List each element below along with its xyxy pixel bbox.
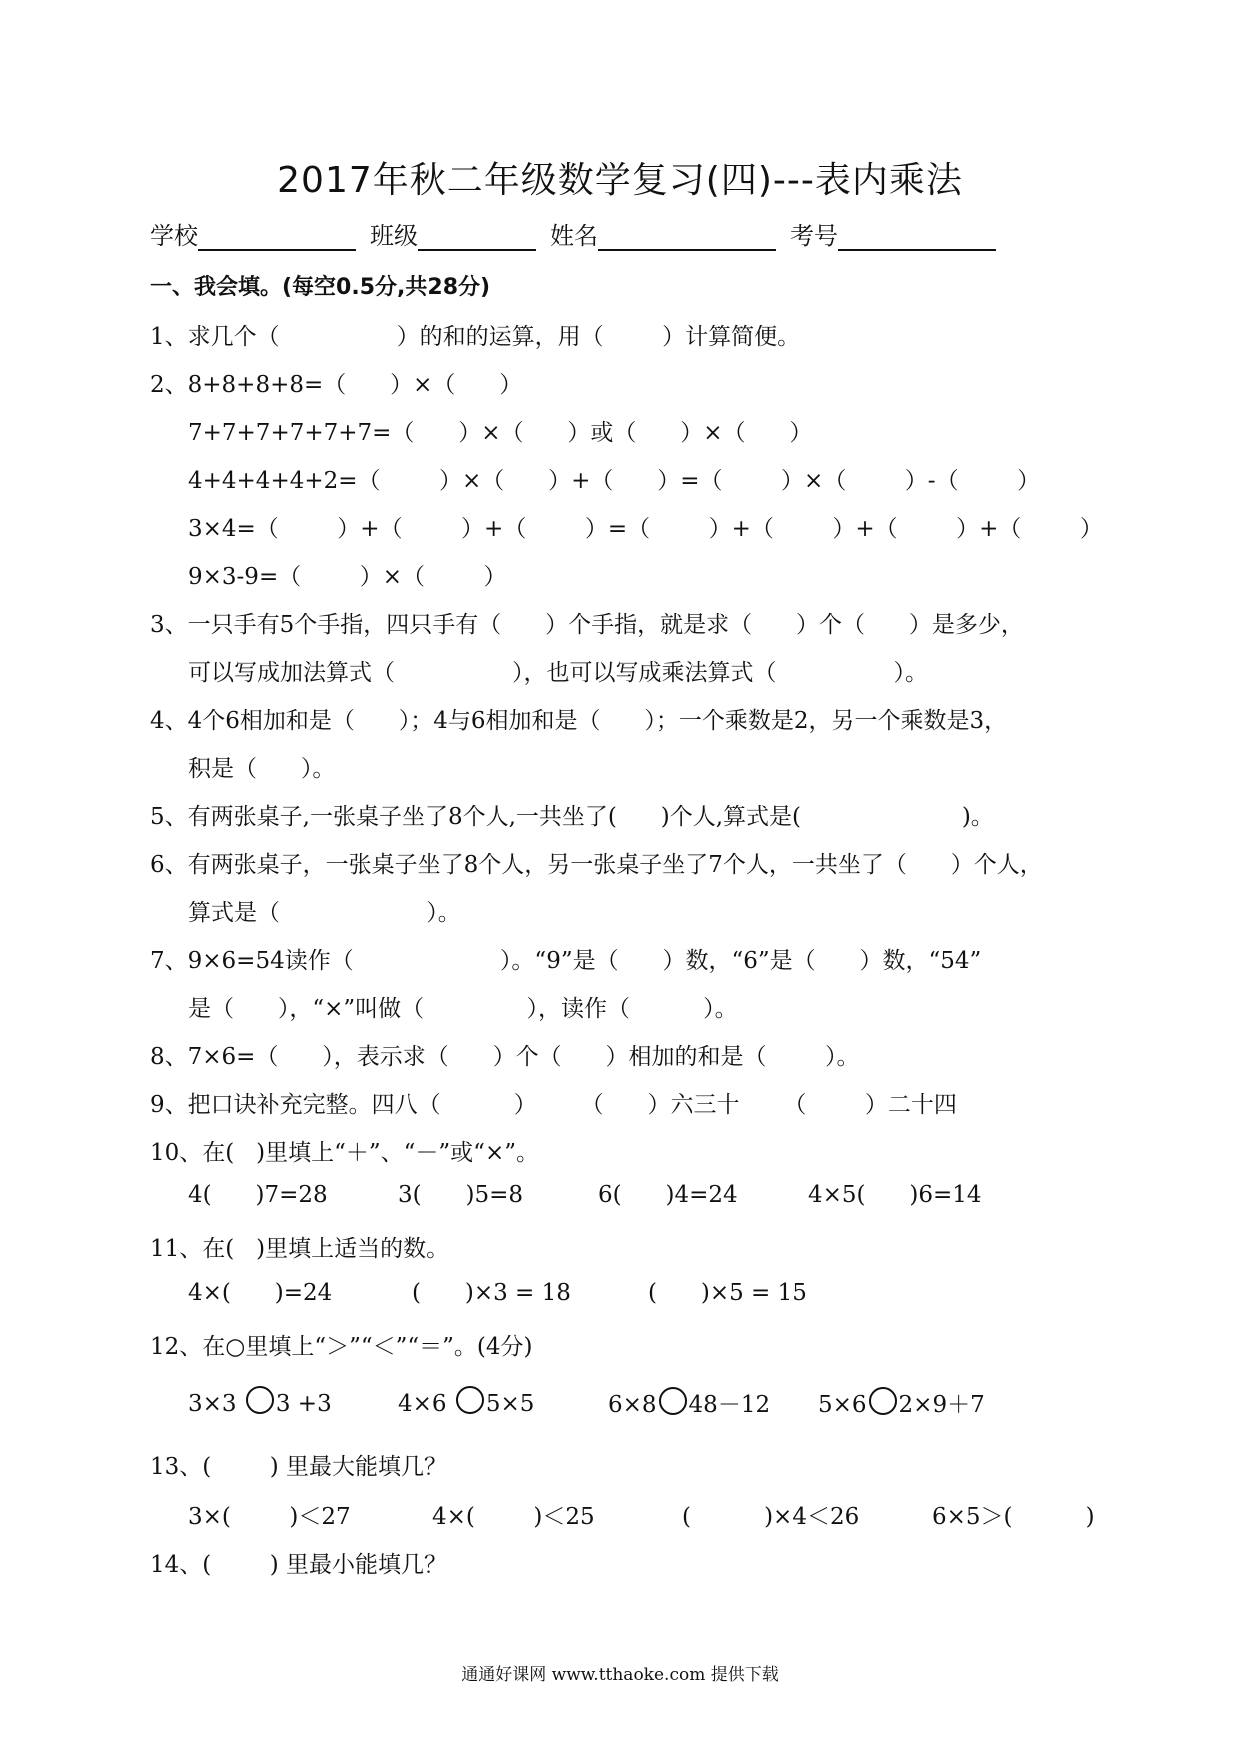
question-13-item: 6×5＞( ) bbox=[932, 1504, 1095, 1530]
answer-circle-icon[interactable] bbox=[869, 1387, 897, 1415]
question-3-line-1: 3、一只手有5个手指，四只手有（ ）个手指，就是求（ ）个（ ）是多少， bbox=[150, 612, 1024, 638]
compare-left: 5×6 bbox=[818, 1392, 867, 1418]
name-field[interactable] bbox=[598, 223, 776, 251]
question-11-item: ( )×3 = 18 bbox=[412, 1280, 571, 1306]
question-2-line-2: 7+7+7+7+7+7=（ ）×（ ）或（ ）×（ ） bbox=[188, 420, 813, 446]
question-11-prompt: 11、在( )里填上适当的数。 bbox=[150, 1236, 450, 1262]
question-11-item: 4×( )=24 bbox=[188, 1280, 333, 1306]
question-2-line-3: 4+4+4+4+2=（ ）×（ ）+（ ）=（ ）×（ ）-（ ） bbox=[188, 468, 1041, 494]
question-6-line-1: 6、有两张桌子，一张桌子坐了8个人，另一张桌子坐了7个人，一共坐了（ ）个人， bbox=[150, 852, 1043, 878]
compare-item bbox=[608, 1386, 770, 1419]
exam-number-label: 考号 bbox=[790, 222, 838, 250]
answer-circle-icon[interactable] bbox=[456, 1386, 484, 1414]
class-field[interactable] bbox=[418, 223, 536, 251]
footer-credit: 通通好课网 www.tthaoke.com 提供下载 bbox=[461, 1665, 779, 1685]
question-10-item: 6( )4=24 bbox=[598, 1182, 738, 1208]
question-3-line-2: 可以写成加法算式（ ），也可以写成乘法算式（ ）。 bbox=[188, 660, 928, 686]
question-2-line-5: 9×3-9=（ ）×（ ） bbox=[188, 564, 507, 590]
question-10-prompt: 10、在( )里填上“＋”、“－”或“×”。 bbox=[150, 1140, 539, 1166]
question-4-line-2: 积是（ ）。 bbox=[188, 756, 336, 782]
question-10-item: 3( )5=8 bbox=[398, 1182, 523, 1208]
question-7-line-1: 7、9×6=54读作（ ）。“9”是（ ）数，“6”是（ ）数，“54” bbox=[150, 948, 982, 974]
question-8: 8、7×6=（ ），表示求（ ）个（ ）相加的和是（ ）。 bbox=[150, 1044, 860, 1070]
school-field[interactable] bbox=[198, 223, 356, 251]
question-10-item: 4×5( )6=14 bbox=[808, 1182, 982, 1208]
question-13-item: 3×( )＜27 bbox=[188, 1504, 351, 1530]
compare-item bbox=[398, 1386, 534, 1417]
compare-right: 48－12 bbox=[688, 1392, 771, 1418]
question-14-prompt: 14、( ) 里最小能填几？ bbox=[150, 1552, 448, 1578]
compare-item bbox=[818, 1386, 985, 1419]
exam-number-field[interactable] bbox=[838, 223, 996, 251]
question-9: 9、把口诀补充完整。四八（ ） （ ）六三十 （ ）二十四 bbox=[150, 1092, 957, 1118]
compare-right: 5×5 bbox=[485, 1391, 535, 1417]
question-4-line-1: 4、4个6相加和是（ ）；4与6相加和是（ ）；一个乘数是2，另一个乘数是3， bbox=[150, 708, 1008, 734]
school-label: 学校 bbox=[150, 222, 198, 250]
compare-right: 2×9＋7 bbox=[898, 1392, 985, 1418]
question-10-item: 4( )7=28 bbox=[188, 1182, 328, 1208]
question-12-prompt: 12、在○里填上“＞”“＜”“＝”。(4分) bbox=[150, 1334, 533, 1360]
question-7-line-2: 是（ ），“×”叫做（ ），读作（ ）。 bbox=[188, 996, 738, 1022]
question-5: 5、有两张桌子,一张桌子坐了8个人,一共坐了( )个人,算式是( )。 bbox=[150, 804, 994, 830]
answer-circle-icon[interactable] bbox=[659, 1387, 687, 1415]
question-11-item: ( )×5 = 15 bbox=[648, 1280, 807, 1306]
question-13-item: 4×( )＜25 bbox=[432, 1504, 595, 1530]
question-6-line-2: 算式是（ ）。 bbox=[188, 900, 461, 926]
question-13-item: ( )×4＜26 bbox=[682, 1504, 860, 1530]
question-2-line-1: 2、8+8+8+8=（ ）×（ ） bbox=[150, 372, 523, 398]
question-2-line-4: 3×4=（ ）+（ ）+（ ）=（ ）+（ ）+（ ）+（ ） bbox=[188, 516, 1103, 542]
compare-right: 3 +3 bbox=[275, 1391, 332, 1417]
question-1: 1、求几个（ ）的和的运算，用（ ）计算简便。 bbox=[150, 324, 801, 350]
section-heading: 一、我会填。(每空0.5分,共28分) bbox=[150, 275, 491, 300]
student-info-row bbox=[150, 216, 1010, 251]
page-title: 2017年秋二年级数学复习(四)---表内乘法 bbox=[277, 160, 963, 201]
question-13-prompt: 13、( ) 里最大能填几？ bbox=[150, 1454, 448, 1480]
compare-item bbox=[188, 1386, 332, 1417]
compare-left: 6×8 bbox=[608, 1392, 657, 1418]
answer-circle-icon[interactable] bbox=[246, 1386, 274, 1414]
class-label: 班级 bbox=[370, 222, 418, 250]
compare-left: 4×6 bbox=[398, 1391, 454, 1417]
name-label: 姓名 bbox=[550, 222, 598, 250]
compare-left: 3×3 bbox=[188, 1391, 244, 1417]
